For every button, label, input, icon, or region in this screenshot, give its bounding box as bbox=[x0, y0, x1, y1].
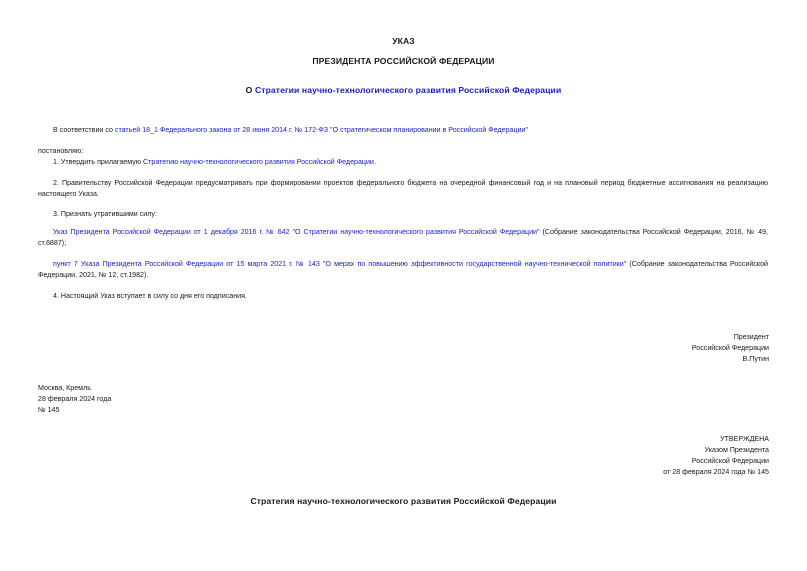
signature-line-2: Российской Федерации bbox=[691, 344, 769, 352]
date: 28 февраля 2024 года bbox=[38, 395, 112, 403]
item-1-prefix: 1. Утвердить прилагаемую bbox=[53, 158, 144, 166]
approval-line-1: УТВЕРЖДЕНА bbox=[720, 435, 769, 443]
item-3a-suffix: (Собрание законодательства Российской Федерации, 2016, № 49, ст.6887); bbox=[38, 228, 768, 247]
approval-line-3: Российской Федерации bbox=[691, 457, 769, 465]
item-3b bbox=[38, 259, 768, 281]
item-3: 3. Признать утратившими силу: bbox=[53, 210, 157, 218]
item-1-suffix: . bbox=[373, 158, 376, 166]
subject-link[interactable]: Стратегии научно-технологического развития Российской Федерации bbox=[254, 85, 562, 95]
item-3a bbox=[38, 227, 768, 249]
decree-word: постановляю: bbox=[38, 147, 84, 155]
preamble bbox=[53, 125, 773, 136]
subject-prefix: О bbox=[245, 85, 255, 95]
signature-line-1: Президент bbox=[733, 333, 769, 341]
item-3b-suffix: (Собрание законодательства Российской Федерации, 2021, № 12, ст.1982). bbox=[38, 260, 768, 279]
item-4: 4. Настоящий Указ вступает в силу со дня его подписания. bbox=[53, 292, 247, 300]
approval-line-4: от 28 февраля 2024 года № 145 bbox=[663, 468, 769, 476]
place: Москва, Кремль bbox=[38, 384, 91, 392]
approval-line-2: Указом Президента bbox=[704, 446, 769, 454]
decree-642-link[interactable]: Указ Президента Российской Федерации от 1 декабря 2016 г. № 642 "О Стратегии научно-технологического развития Российской Федерации" bbox=[53, 228, 540, 236]
strategy-link[interactable]: Стратегию научно-технологического развития Российской Федерации bbox=[143, 158, 374, 166]
decree-143-link[interactable]: пункт 7 Указа Президента Российской Федерации от 15 марта 2021 г. № 143 "О мерах по повышению эффективности государственной научно-технической политики" bbox=[53, 260, 627, 268]
signature-name: В.Путин bbox=[742, 355, 769, 363]
item-2: 2. Правительству Российской Федерации предусматривать при формировании проектов федерального бюджета на очередной финансовый год и на плановый период бюджетные ассигнования на реализацию настоящего Указа. bbox=[38, 179, 768, 198]
decree-subject bbox=[0, 85, 807, 95]
preamble-prefix: В соответствии со bbox=[53, 126, 115, 134]
decree-heading: УКАЗ bbox=[392, 36, 415, 46]
item-1 bbox=[53, 157, 768, 168]
decree-issuer: ПРЕЗИДЕНТА РОССИЙСКОЙ ФЕДЕРАЦИИ bbox=[312, 56, 495, 66]
federal-law-link[interactable]: статьей 18_1 Федерального закона от 28 июня 2014 г. № 172-ФЗ "О стратегическом планировании в Российской Федерации" bbox=[114, 126, 528, 134]
strategy-title: Стратегия научно-технологического развития Российской Федерации bbox=[250, 496, 557, 506]
decree-number: № 145 bbox=[38, 406, 60, 414]
